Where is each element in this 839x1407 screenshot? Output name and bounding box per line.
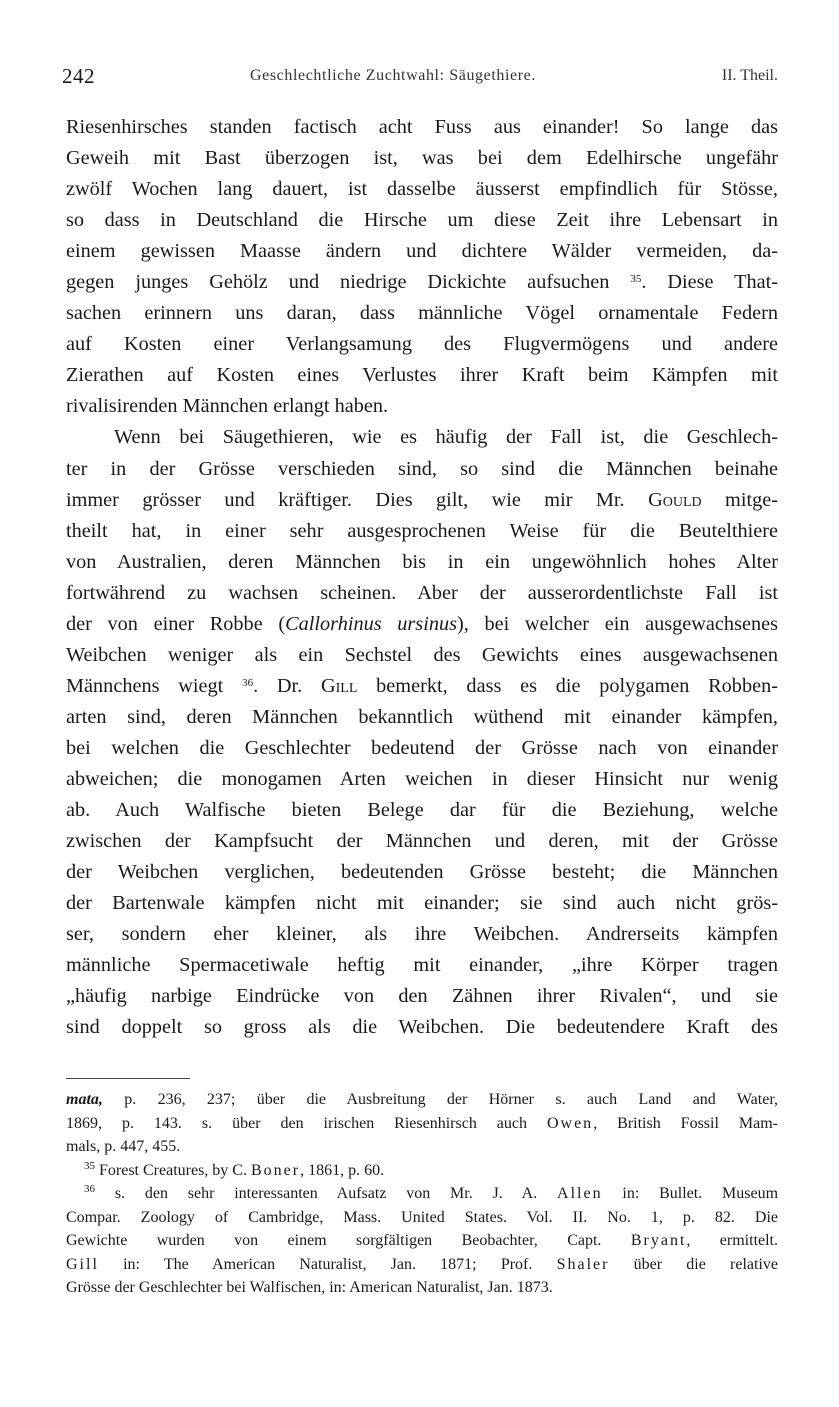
author-name-gill: Gill [320,674,358,697]
text-run: , 1861, p. 60. [300,1161,385,1179]
text-run: mitge- [725,488,778,511]
text-run: ), bei welcher ein ausgewachsenes [457,612,778,635]
text-run: der von einer Robbe ( [66,612,286,635]
author-name-allen: Allen [557,1185,603,1202]
footnote-number: 35 [84,1159,95,1172]
page-header [62,64,778,90]
text-run: gegen junges Gehölz und niedrige Dickichte aufsuchen [66,271,610,294]
text-line: von Australien, deren Männchen bis in ein ungewöhnlich hohes Alter [66,550,778,573]
paragraph-2 [66,422,778,1043]
text-line: zwischen der Kampfsucht der Männchen und deren, mit der Grösse [66,830,778,853]
footnotes [66,1088,778,1300]
text-line: der Weibchen verglichen, bedeutenden Grösse besteht; die Männchen [66,861,778,884]
text-run: , British Fossil Mam- [593,1114,778,1132]
footnote-divider [66,1078,190,1079]
footnote-line: Compar. Zoology of Cambridge, Mass. United States. Vol. II. No. 1, p. 82. Die [66,1208,778,1226]
footnote-line [66,1253,778,1277]
part-label: II. Theil. [721,67,778,84]
text-run: Gewichte wurden von einem sorgfältigen Beobachter, Capt. [66,1232,602,1249]
text-line [66,609,778,640]
author-name-owen: Owen [546,1114,594,1132]
text-line: der Bartenwale kämpfen nicht mit einander; sie sind auch nicht grös- [66,892,778,915]
text-line: einem gewissen Maasse ändern und dichtere Wälder vermeiden, da- [66,240,778,263]
footnote-line: Grösse der Geschlechter bei Walfischen, in: American Naturalist, Jan. 1873. [66,1279,553,1296]
text-line: zwölf Wochen lang dauert, ist dasselbe äusserst empfindlich für Stösse, [66,178,778,201]
footnote-line [66,1088,778,1112]
page-number: 242 [62,64,95,88]
text-run: immer grösser und kräftiger. Dies gilt, wie mir Mr. [66,488,625,511]
text-line: Geweih mit Bast überzogen ist, was bei dem Edelhirsche ungefähr [66,147,778,170]
text-line: ser, sondern eher kleiner, als ihre Weibchen. Andrerseits kämpfen [66,923,778,946]
text-line: arten sind, deren Männchen bekanntlich wüthend mit einander kämpfen, [66,705,778,728]
footnote-line [66,1112,778,1136]
text-line: theilt hat, in einer sehr ausgesprochenen Weise für die Beutelthiere [66,519,778,542]
text-line: fortwährend zu wachsen scheinen. Aber der ausserordentlichste Fall ist [66,581,778,604]
text-line [66,485,778,516]
text-run: s. den sehr interessanten Aufsatz von Mr. J. A. [114,1185,538,1202]
footnote-ref-35[interactable]: 35 [630,273,642,286]
text-line: auf Kosten einer Verlangsamung des Flugvermögens und andere [66,333,778,356]
text-line: sachen erinnern uns daran, dass männliche Vögel ornamentale Federn [66,302,778,325]
text-run: Männchens wiegt [66,674,224,697]
text-run: bemerkt, dass es die polygamen Robben- [376,674,778,697]
text-line: ab. Auch Walfische bieten Belege dar für die Beziehung, welche [66,799,778,822]
footnote-36 [66,1182,778,1206]
text-run: über die relative [633,1255,779,1273]
text-run: Forest Creatures, by C. [99,1161,247,1179]
paragraph-1 [66,112,778,422]
text-line: sind doppelt so gross als die Weibchen. Die bedeutendere Kraft des [66,1016,778,1039]
text-run: . Dr. [253,674,303,697]
footnote-ref-36[interactable]: 36 [242,676,254,689]
author-name-shaler: Shaler [556,1255,610,1273]
text-run: 1869, p. 143. s. über den irischen Riesenhirsch auch [66,1114,527,1132]
footnote-35 [66,1159,778,1183]
text-line: Weibchen weniger als ein Sechstel des Gewichts eines ausgewachsenen [66,643,778,666]
author-name-bryant: Bryant [630,1232,687,1249]
text-line: so dass in Deutschland die Hirsche um diese Zeit ihre Lebensart in [66,209,778,232]
text-line: abweichen; die monogamen Arten weichen in dieser Hinsicht nur wenig [66,767,778,790]
footnote-line [66,1229,778,1253]
text-run: p. 236, 237; über die Ausbreitung der Hörner s. auch Land and Water, [124,1091,779,1108]
text-run: , ermittelt. [686,1232,779,1249]
text-run: mata, [66,1091,103,1108]
author-name-gill-note: Gill [66,1255,99,1273]
text-run: . Diese That- [641,271,778,294]
author-name-boner: Boner [250,1161,301,1179]
main-text [66,112,778,1043]
text-line: Wenn bei Säugethieren, wie es häufig der Fall ist, die Geschlech- [114,426,778,449]
text-line [66,267,778,298]
running-title: Geschlechtliche Zuchtwahl: Säugethiere. [250,67,536,84]
text-run: in: The American Naturalist, Jan. 1871; Prof. [123,1255,533,1273]
footnote-number: 36 [84,1183,95,1195]
text-line: männliche Spermacetiwale heftig mit einander, „ihre Körper tragen [66,954,778,977]
author-name-gould: Gould [648,488,702,511]
text-line [66,671,778,702]
text-line: Zierathen auf Kosten eines Verlustes ihrer Kraft beim Kämpfen mit [66,364,778,387]
text-line: ter in der Grösse verschieden sind, so sind die Männchen beinahe [66,457,778,480]
text-run: in: Bullet. Museum [622,1185,779,1202]
species-name: Callorhinus ursinus [285,612,458,635]
footnote-line: mals, p. 447, 455. [66,1138,181,1155]
text-line: rivalisirenden Männchen erlangt haben. [66,395,389,418]
text-line: bei welchen die Geschlechter bedeutend der Grösse nach von einander [66,736,778,759]
text-line: „häufig narbige Eindrücke von den Zähnen ihrer Rivalen“, und sie [66,985,778,1008]
text-line: Riesenhirsches standen factisch acht Fuss aus einander! So lange das [66,116,778,138]
